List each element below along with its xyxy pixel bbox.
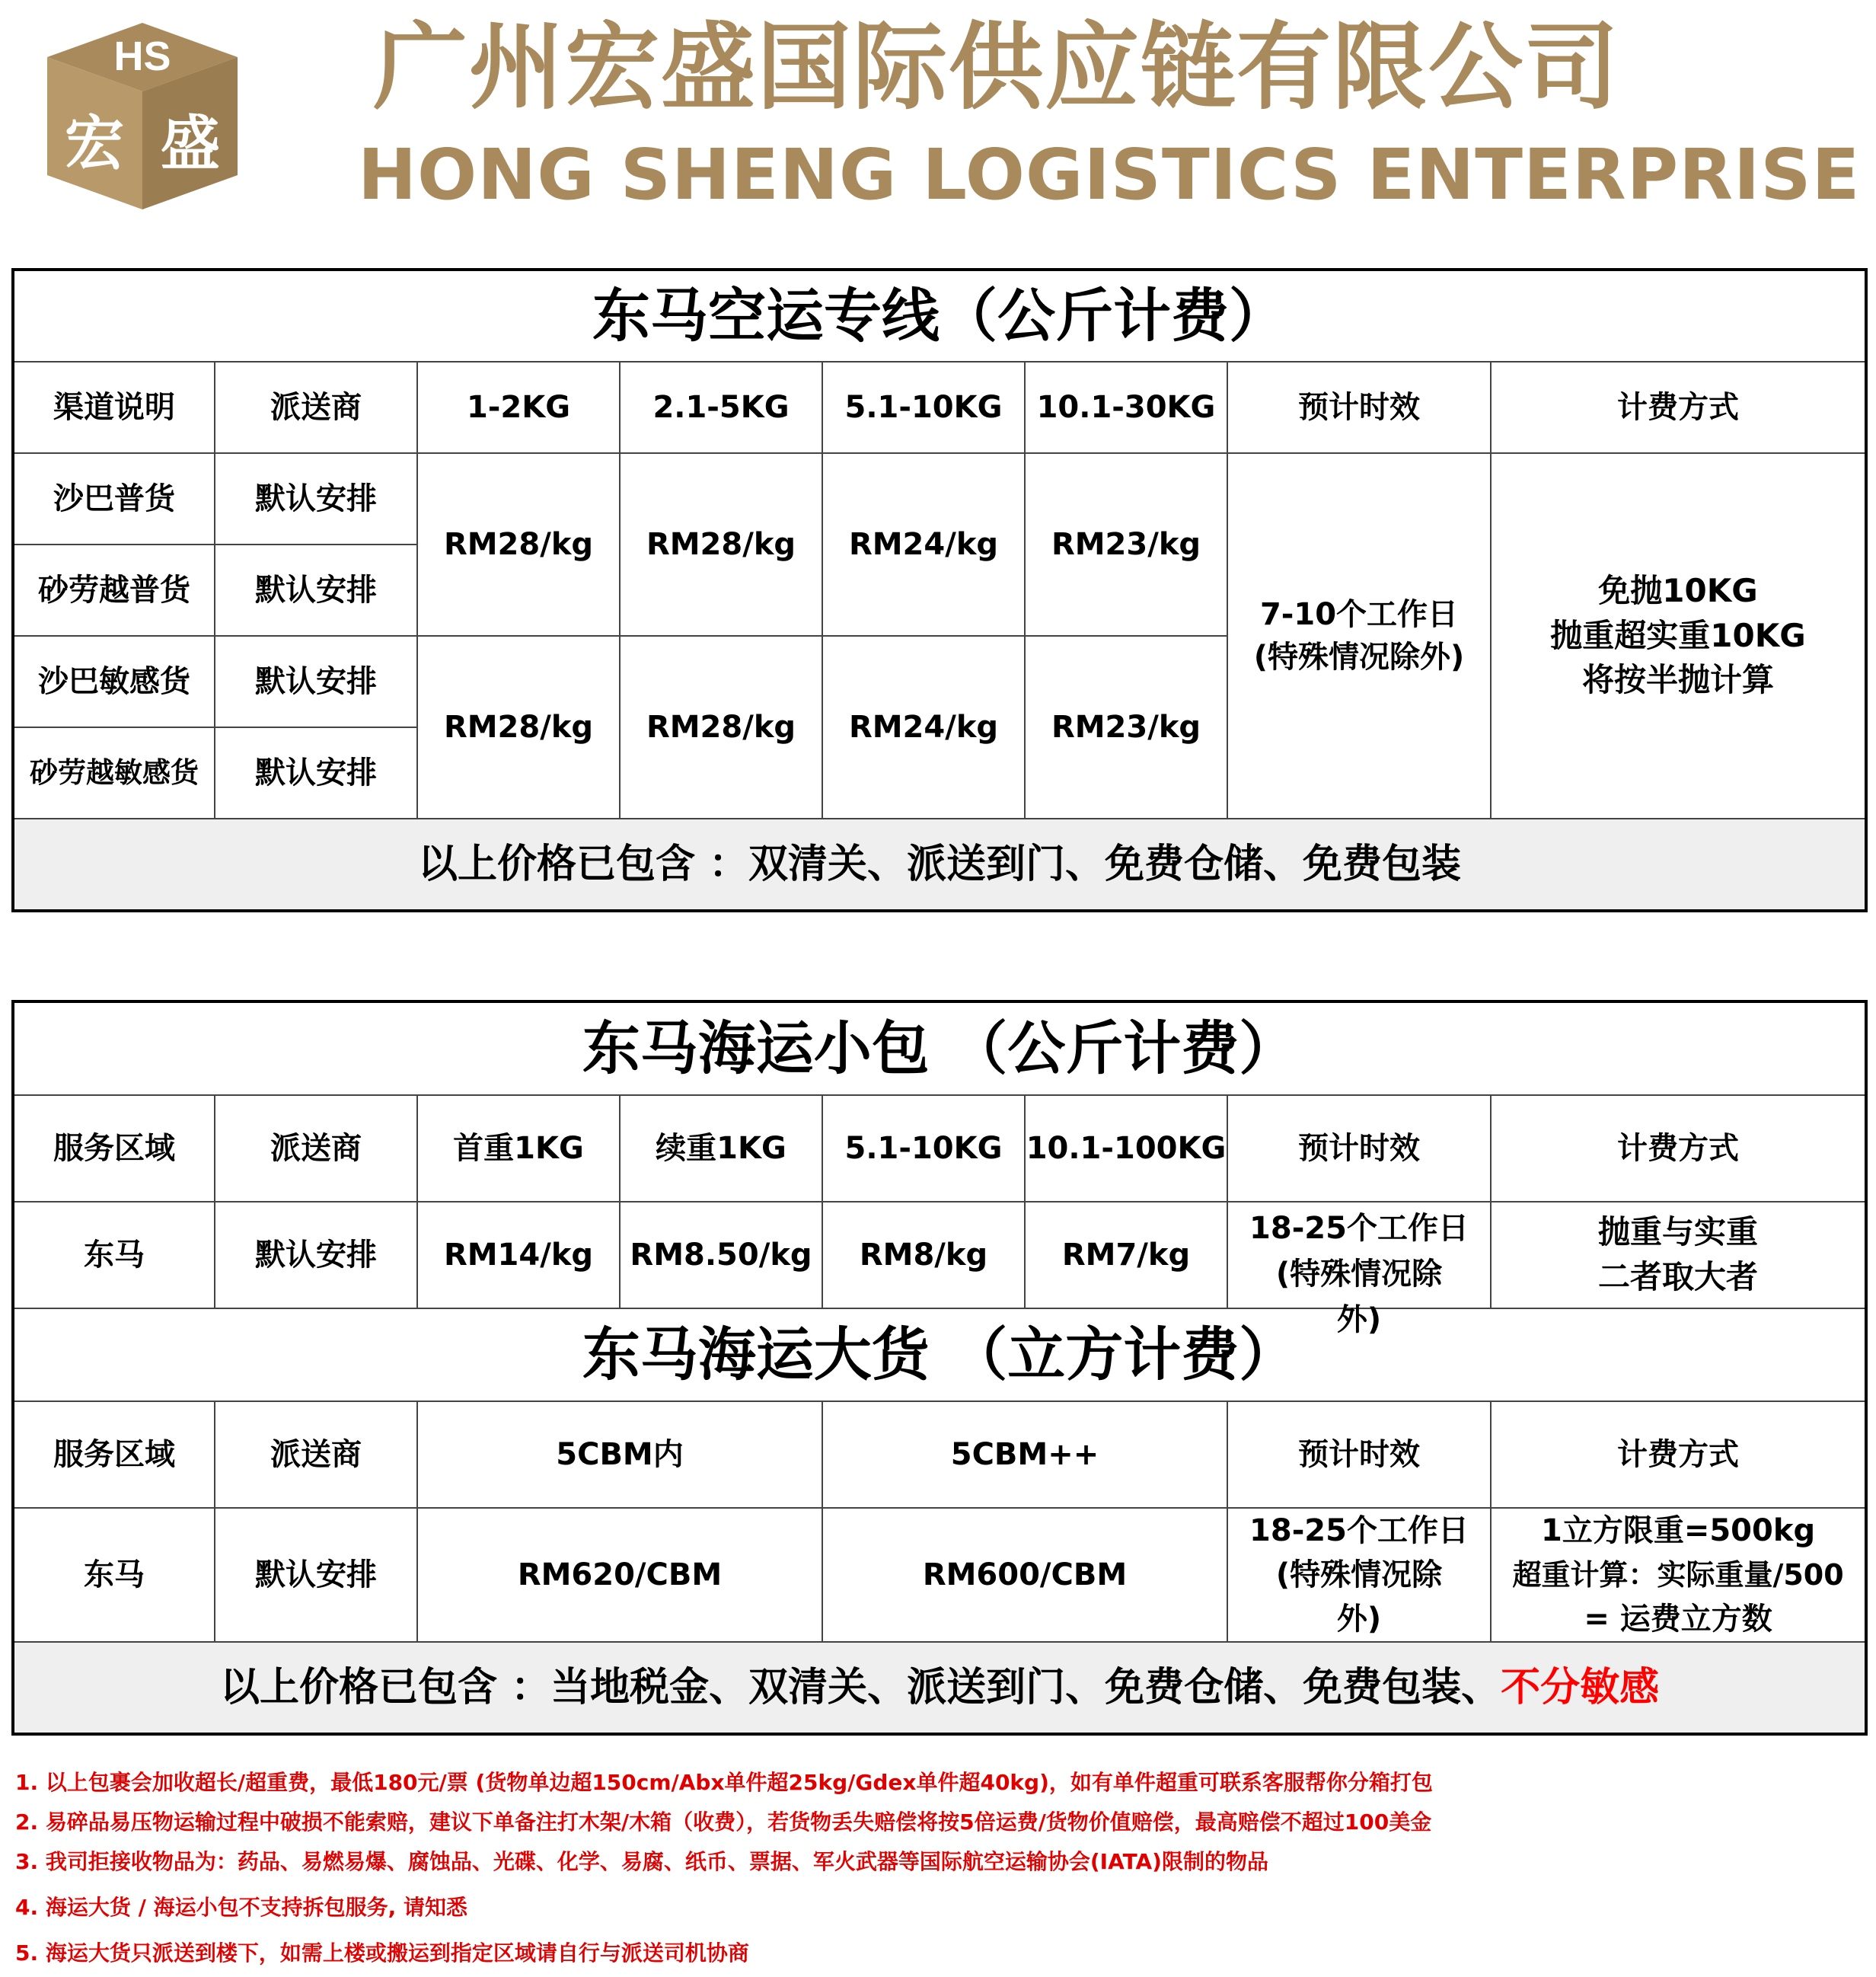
billing-line: 抛重与实重 <box>1598 1213 1759 1251</box>
courier-cell: 默认安排 <box>215 1202 417 1308</box>
note-item: 1. 以上包裹会加收超长/超重费，最低180元/票 (货物单边超150cm/Abx单件超25kg/Gdex单件超40kg)，如有单件超重可联系客服帮你分箱打包 <box>15 1770 1433 1795</box>
eta-line: 外) <box>1336 1302 1382 1337</box>
company-name-cn: 广州宏盛国际供应链有限公司 <box>373 13 1621 123</box>
company-name-en: HONG SHENG LOGISTICS ENTERPRISE <box>358 134 1861 216</box>
eta-line: 18-25个工作日 <box>1249 1211 1469 1246</box>
included-highlight: 不分敏感 <box>1501 1664 1660 1710</box>
eta-line: 7-10个工作日 <box>1259 597 1459 632</box>
eta-line: (特殊情况除 <box>1275 1557 1443 1592</box>
channel-cell: 沙巴敏感货 <box>13 636 215 727</box>
price-cell: RM28/kg <box>620 636 822 819</box>
header-eta: 预计时效 <box>1227 362 1491 453</box>
eta-line: (特殊情况除外) <box>1253 640 1465 675</box>
header-weight-4: 10.1-30KG <box>1025 362 1227 453</box>
billing-line: 将按半抛计算 <box>1581 661 1774 699</box>
sea-rate-table <box>11 1000 1868 1736</box>
header-courier: 派送商 <box>215 1401 417 1508</box>
eta-line: 外) <box>1336 1602 1382 1637</box>
eta-line: (特殊情况除 <box>1275 1257 1443 1292</box>
courier-cell: 默认安排 <box>215 453 417 545</box>
eta-cell <box>1227 1202 1491 1337</box>
note-item: 3. 我司拒接收物品为：药品、易燃易爆、腐蚀品、光碟、化学、易腐、纸币、票据、军火武器等国际航空运输协会(IATA)限制的物品 <box>15 1849 1268 1874</box>
note-item: 4. 海运大货 / 海运小包不支持拆包服务, 请知悉 <box>15 1895 467 1920</box>
billing-line: 超重计算：实际重量/500 <box>1512 1558 1844 1592</box>
svg-text:宏: 宏 <box>64 110 125 178</box>
header-weight-2: 2.1-5KG <box>620 362 822 453</box>
price-cell: RM23/kg <box>1025 636 1227 819</box>
price-cell: RM28/kg <box>417 636 620 819</box>
note-item: 5. 海运大货只派送到楼下，如需上楼或搬运到指定区域请自行与派送司机协商 <box>15 1940 749 1966</box>
billing-cell <box>1491 1508 1866 1642</box>
price-cell: RM620/CBM <box>417 1508 822 1642</box>
price-cell: RM24/kg <box>822 453 1025 636</box>
air-table-title: 东马空运专线（公斤计费） <box>13 270 1866 362</box>
billing-line: 抛重超实重10KG <box>1550 616 1806 654</box>
header-region: 服务区域 <box>13 1095 215 1202</box>
header-weight-3: 5.1-10KG <box>822 1095 1025 1202</box>
channel-cell: 沙巴普货 <box>13 453 215 545</box>
header-billing: 计费方式 <box>1491 362 1866 453</box>
header-volume-1: 5CBM内 <box>417 1401 822 1508</box>
header-courier: 派送商 <box>215 362 417 453</box>
header-billing: 计费方式 <box>1491 1095 1866 1202</box>
svg-text:HS: HS <box>113 34 171 79</box>
air-rate-table <box>11 268 1868 912</box>
courier-cell: 默认安排 <box>215 545 417 636</box>
price-cell: RM7/kg <box>1025 1202 1227 1308</box>
billing-cell <box>1491 1202 1866 1308</box>
header-courier: 派送商 <box>215 1095 417 1202</box>
price-cell: RM28/kg <box>620 453 822 636</box>
header-extra-weight: 续重1KG <box>620 1095 822 1202</box>
price-cell: RM8/kg <box>822 1202 1025 1308</box>
header-first-weight: 首重1KG <box>417 1095 620 1202</box>
eta-line: 18-25个工作日 <box>1249 1513 1469 1548</box>
terms-notes <box>15 1763 1858 1973</box>
courier-cell: 默认安排 <box>215 727 417 819</box>
courier-cell: 默认安排 <box>215 636 417 727</box>
svg-text:盛: 盛 <box>160 110 221 178</box>
sea-big-title: 东马海运大货 （立方计费） <box>13 1308 1866 1401</box>
header-billing: 计费方式 <box>1491 1401 1866 1508</box>
price-cell: RM28/kg <box>417 453 620 636</box>
header-channel: 渠道说明 <box>13 362 215 453</box>
price-cell: RM8.50/kg <box>620 1202 822 1308</box>
courier-cell: 默认安排 <box>215 1508 417 1642</box>
header-weight-1: 1-2KG <box>417 362 620 453</box>
sea-included-note <box>13 1642 1866 1734</box>
note-item: 2. 易碎品易压物运输过程中破损不能索赔，建议下单备注打木架/木箱（收费），若货物丢失赔偿将按5倍运费/货物价值赔偿，最高赔偿不超过100美金 <box>15 1809 1432 1835</box>
region-cell: 东马 <box>13 1508 215 1642</box>
header-region: 服务区域 <box>13 1401 215 1508</box>
sea-small-title: 东马海运小包 （公斤计费） <box>13 1001 1866 1095</box>
channel-cell: 砂劳越敏感货 <box>13 727 215 819</box>
price-cell: RM23/kg <box>1025 453 1227 636</box>
included-text: 以上价格已包含 ：当地税金、双清关、派送到门、免费仓储、免费包装、 <box>219 1664 1501 1710</box>
air-included-note: 以上价格已包含 ：双清关、派送到门、免费仓储、免费包装 <box>13 819 1866 911</box>
billing-line: = 运费立方数 <box>1584 1602 1772 1637</box>
header-volume-2: 5CBM++ <box>822 1401 1227 1508</box>
price-cell: RM24/kg <box>822 636 1025 819</box>
price-cell: RM14/kg <box>417 1202 620 1308</box>
billing-line: 免抛10KG <box>1598 571 1758 609</box>
header-eta: 预计时效 <box>1227 1401 1491 1508</box>
billing-line: 二者取大者 <box>1598 1258 1759 1295</box>
price-cell: RM600/CBM <box>822 1508 1227 1642</box>
eta-cell <box>1227 1508 1491 1642</box>
company-logo-icon <box>32 15 253 217</box>
channel-cell: 砂劳越普货 <box>13 545 215 636</box>
header-weight-3: 5.1-10KG <box>822 362 1025 453</box>
region-cell: 东马 <box>13 1202 215 1308</box>
header-eta: 预计时效 <box>1227 1095 1491 1202</box>
billing-cell <box>1491 453 1866 819</box>
header-weight-4: 10.1-100KG <box>1025 1095 1227 1202</box>
billing-line: 1立方限重=500kg <box>1541 1513 1816 1548</box>
eta-cell <box>1227 453 1491 819</box>
